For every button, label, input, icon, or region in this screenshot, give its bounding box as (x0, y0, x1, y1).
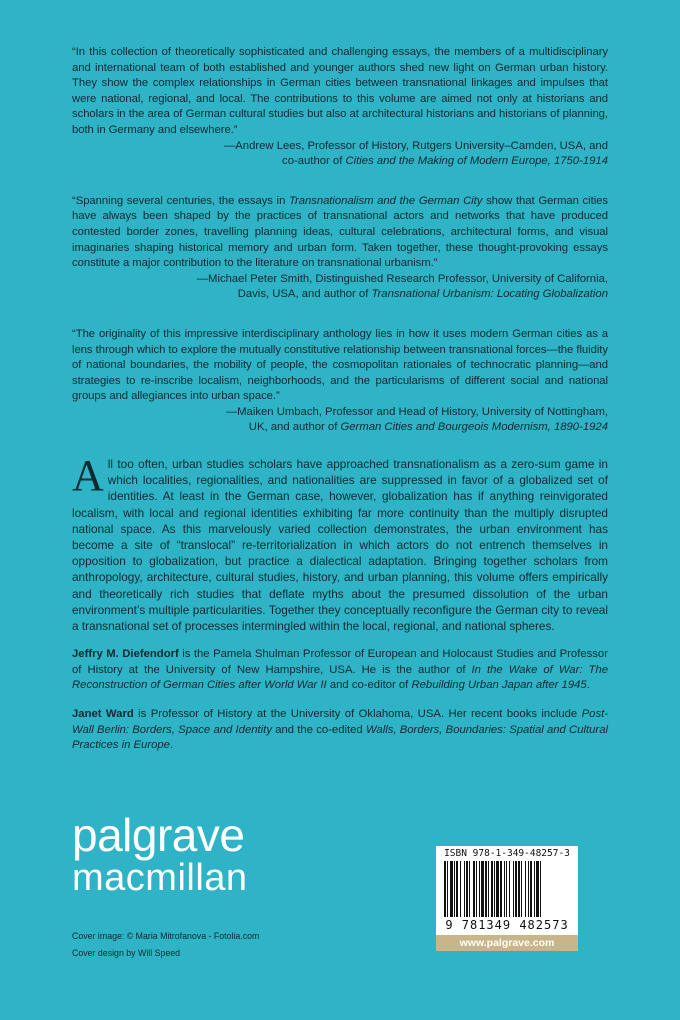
quote-text: “In this collection of theoretically sophisticated and challenging essays, the members of a multidisciplinary and international team of both established and younger authors shed new light on German urban history. They show the complex relationships in German cities between transnational linkages and impulses that were national, regional, and local. The contributions to this volume are aimed not only at historians and scholars in the area of German cultural studies but also at architectural historians and historians of planning, both in Germany and elsewhere.” (72, 46, 608, 136)
quote-1-attribution (72, 139, 608, 170)
logo-line-macmillan: macmillan (72, 857, 248, 899)
publisher-logo (72, 809, 248, 899)
bio-text: . (586, 679, 590, 692)
cover-credits (72, 928, 259, 962)
quote-text: show that German cities have always been shaped by the practices of transnational actors and networks that have produced contested border zones, travelling planning ideas, cultural celebrations, architectural forms, and visual imaginaries shaping historical memory and urban form. Taken together, these thought-provoking essays constitute a major contribution to the literature on transnational urbanism.” (72, 194, 608, 270)
barcode-bars (442, 861, 572, 919)
bio-text: and the co-edited (271, 723, 366, 736)
book-title: In the Wake of War: The Reconstruction of German Cities after World War II (72, 663, 608, 692)
bio-text: is Professor of History at the University of Oklahoma, USA. Her recent books include (133, 708, 582, 721)
isbn-text: ISBN 978-1-349-48257-3 (444, 848, 570, 859)
bio-text: and co-editor of (326, 679, 412, 692)
book-title: Post-Wall Berlin: Borders, Space and Identity (72, 708, 608, 736)
publisher-website: www.palgrave.com (436, 935, 578, 951)
quote-text: “Spanning several centuries, the essays in (72, 194, 290, 207)
attribution-line: UK, and author of (248, 421, 341, 434)
attribution-line: Davis, USA, and author of (237, 288, 372, 301)
book-description (72, 451, 608, 634)
book-title: Rebuilding Urban Japan after 1945 (411, 679, 587, 692)
book-title: German Cities and Bourgeois Modernism, 1890-1924 (340, 421, 608, 434)
logo-line-palgrave: palgrave (72, 809, 245, 861)
endorsement-quote-1 (72, 45, 608, 139)
editor-name: Jeffry M. Diefendorf (72, 648, 179, 661)
endorsement-quote-2 (72, 194, 608, 272)
book-title: Transnational Urbanism: Locating Globalization (371, 288, 608, 301)
cover-design-credit: Cover design by Will Speed (72, 948, 181, 958)
barcode-digits: 9 781349 482573 (445, 918, 569, 932)
bio-text: . (169, 739, 174, 752)
bio-text: is the Pamela Shulman Professor of European and Holocaust Studies and Professor of History at the University of New Hampshire, USA. He is the author of (72, 648, 608, 676)
endorsement-quote-3 (72, 327, 608, 405)
editor-bio-2 (72, 707, 608, 754)
quote-3-attribution (72, 405, 608, 436)
quote-2-attribution (72, 272, 608, 303)
book-title: Walls, Borders, Boundaries: Spatial and Cultural Practices in Europe (72, 723, 608, 752)
drop-cap: A (72, 451, 104, 501)
book-title: Transnationalism and the German City (289, 194, 483, 207)
editor-name: Janet Ward (72, 708, 134, 721)
book-title: Cities and the Making of Modern Europe, 1750-1914 (345, 155, 608, 168)
attribution-line: —Michael Peter Smith, Distinguished Research Professor, University of California, (196, 272, 608, 285)
editor-bio-1 (72, 647, 608, 694)
isbn-barcode (436, 846, 578, 935)
attribution-line: —Andrew Lees, Professor of History, Rutgers University–Camden, USA, and (223, 139, 608, 152)
description-text: ll too often, urban studies scholars have approached transnationalism as a zero-sum game in which localities, regionalities, and nationalities are suppressed in favor of a globalized set of identities. At least in the German case, however, globalization has if anything reinvigorated localism, with local and regional identities exhibiting far more continuity than the multiply disrupted national space. As this marvelously varied collection demonstrates, the urban environment has become a site of “translocal” re-territorialization in which actors do not entrench themselves in opposition to globalization, but practice a dialectical adaptation. Bringing together scholars from anthropology, architecture, cultural studies, history, and urban planning, this volume offers empirically and theoretically rich studies that deflate myths about the presumed dissolution of the urban environment’s multiple particularities. Together they conceptually reconfigure the German city to reveal a transnational set of processes intermingled within the local, regional, and national spheres. (72, 457, 608, 634)
back-cover-text (72, 45, 608, 765)
attribution-line: —Maiken Umbach, Professor and Head of History, University of Nottingham, (225, 405, 608, 418)
attribution-line: co-author of (282, 155, 346, 168)
quote-text: “The originality of this impressive interdisciplinary anthology lies in how it uses modern German cities as a lens through which to explore the mutually constitutive relationship between transnational forces—the fluidity of national boundaries, the mobility of people, the cosmopolitan rationales of technocratic planning—and strategies to re-inscribe localism, neighborhoods, and the particularisms of different social and national groups and allegiances into urban space.” (72, 327, 608, 403)
cover-image-credit: Cover image: © Maria Mitrofanova - Fotolia.com (72, 931, 260, 941)
